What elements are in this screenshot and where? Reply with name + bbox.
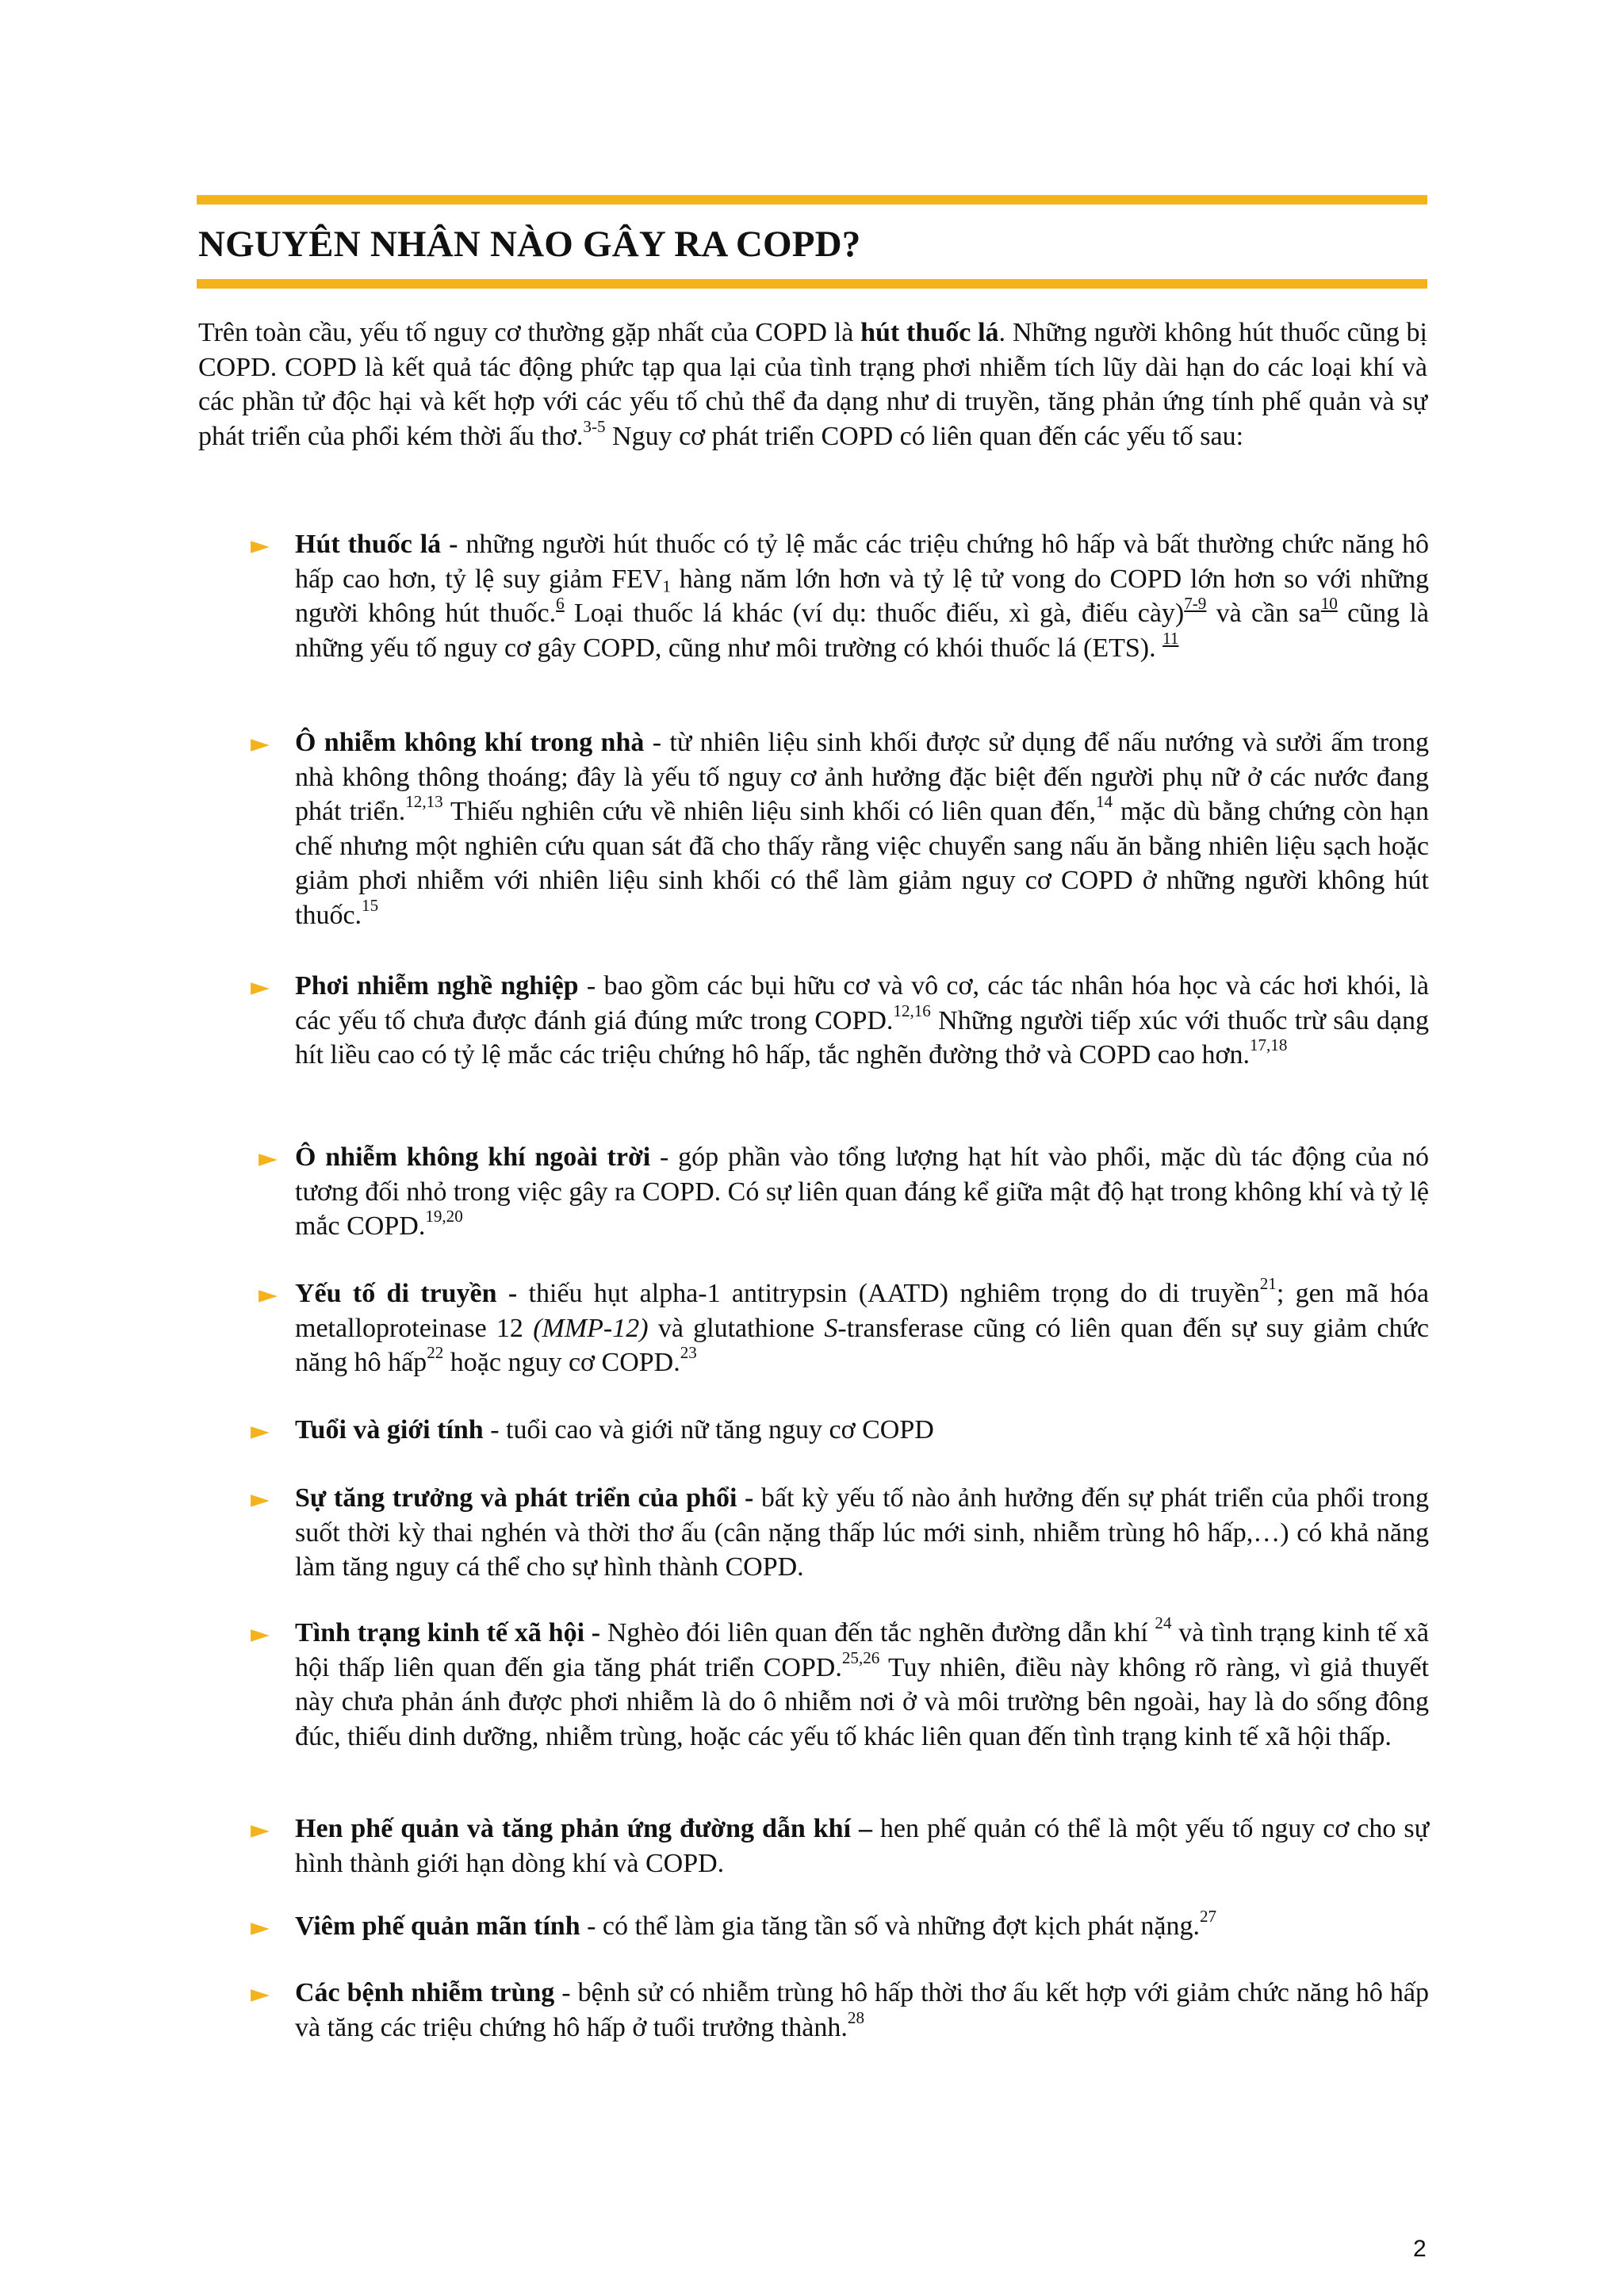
- citation: 22: [427, 1343, 444, 1363]
- risk-factor-item: [251, 969, 1429, 1073]
- risk-factor-desc: Nghèo đói liên quan đến tắc nghẽn đường dẫn khí: [600, 1618, 1155, 1647]
- risk-factor-title: Ô nhiễm không khí trong nhà: [295, 728, 645, 757]
- risk-factor-desc: thiếu hụt alpha-1 antitrypsin (AATD) nghiêm trọng do di truyền: [517, 1279, 1260, 1308]
- risk-factor-item: [251, 1481, 1429, 1585]
- risk-factor-desc: Loại thuốc lá khác (ví dụ: thuốc điếu, xì gà, điếu cày): [564, 599, 1185, 628]
- citation: 17,18: [1249, 1035, 1288, 1055]
- bullet-arrow-icon: ►: [251, 1980, 270, 2008]
- citation: 14: [1095, 792, 1113, 812]
- citation: 19,20: [425, 1207, 463, 1226]
- intro-text: Nguy cơ phát triển COPD có liên quan đến các yếu tố sau:: [605, 421, 1244, 451]
- risk-factor-desc: - từ nhiên liệu sinh khối được sử dụng để nấu nướng và sưởi ấm trong nhà không thông thoáng; đây là yếu tố nguy cơ ảnh hưởng đặc biệt đến người phụ nữ ở các nước đang phát triển.: [295, 728, 1429, 826]
- risk-factor-text: [295, 1812, 1429, 1881]
- risk-factor-text: [295, 1481, 1429, 1585]
- citation: 12,13: [405, 792, 443, 812]
- bullet-arrow-icon: ►: [251, 1816, 270, 1844]
- citation: 3-5: [583, 416, 606, 436]
- citation: 27: [1200, 1907, 1217, 1927]
- citation: 12,16: [893, 1001, 931, 1020]
- gene-name: (MMP-12): [533, 1313, 649, 1343]
- risk-factor-item: [251, 527, 1429, 665]
- risk-factor-desc: Thiếu nghiên cứu về nhiên liệu sinh khối có liên quan đến,: [442, 797, 1096, 826]
- bullet-arrow-icon: ►: [251, 1417, 270, 1445]
- risk-factor-item: [251, 1613, 1430, 1754]
- risk-factor-desc: Tuy nhiên, điều này không rõ ràng, vì giả thuyết này chưa phản ánh được phơi nhiễm là do ô nhiễm nơi ở và môi trường bên ngoài, hay là do sống đông đúc, thiếu dinh dưỡng, nhiễm trùng, hoặc các yếu tố khác liên quan đến tình trạng kinh tế xã hội thấp.: [295, 1652, 1430, 1751]
- citation: 21: [1259, 1274, 1277, 1294]
- subscript: 1: [662, 576, 671, 595]
- risk-factor-desc: Những người tiếp xúc với thuốc trừ sâu dạng hít liều cao có tỷ lệ mắc các triệu chứng hô hấp, tắc nghẽn đường thở và COPD cao hơn.: [295, 1005, 1429, 1070]
- bullet-arrow-icon: ►: [251, 1620, 270, 1648]
- risk-factor-desc: hen phế quản có thể là một yếu tố nguy cơ cho sự hình thành giới hạn dòng khí và COPD.: [295, 1814, 1430, 1878]
- bullet-arrow-icon: ►: [251, 1913, 270, 1942]
- risk-factor-title: Hen phế quản và tăng phản ứng đường dẫn khí –: [295, 1814, 872, 1843]
- intro-paragraph: [198, 316, 1427, 453]
- citation: 25,26: [841, 1647, 880, 1667]
- risk-factor-title: Hút thuốc lá -: [295, 530, 458, 559]
- risk-factor-text: [295, 969, 1429, 1073]
- risk-factor-item: [251, 1812, 1429, 1881]
- risk-factor-desc: - tuổi cao và giới nữ tăng nguy cơ COPD: [483, 1415, 934, 1445]
- risk-factor-text: [295, 1276, 1429, 1380]
- bullet-arrow-icon: ►: [259, 1280, 278, 1309]
- risk-factor-desc: - bao gồm các bụi hữu cơ và vô cơ, các tác nhân hóa học và các hơi khói, là các yếu tố chưa được đánh giá đúng mức trong COPD.: [295, 971, 1429, 1035]
- risk-factor-item: [251, 1909, 1429, 1944]
- intro-text: Trên toàn cầu, yếu tố nguy cơ thường gặp nhất của COPD là: [198, 318, 861, 347]
- risk-factor-text: [295, 527, 1429, 665]
- risk-factor-title: Ô nhiễm không khí ngoài trời: [295, 1142, 651, 1172]
- citation-link[interactable]: 6: [556, 594, 565, 614]
- risk-factor-desc: - bệnh sử có nhiễm trùng hô hấp thời thơ ấu kết hợp với giảm chức năng hô hấp và tăng các triệu chứng hô hấp ở tuổi trưởng thành.: [295, 1978, 1429, 2042]
- risk-factor-title: Phơi nhiễm nghề nghiệp: [295, 971, 579, 1001]
- bullet-arrow-icon: ►: [259, 1144, 278, 1173]
- risk-factor-desc: và tình trạng kinh tế xã hội thấp liên quan đến gia tăng phát triển COPD.: [295, 1618, 1429, 1682]
- page-title: NGUYÊN NHÂN NÀO GÂY RA COPD?: [198, 224, 861, 265]
- risk-factor-desc: những người hút thuốc có tỷ lệ mắc các triệu chứng hô hấp và bất thường chức năng hô hấp cao hơn, tỷ lệ suy giảm FEV: [295, 530, 1429, 594]
- risk-factor-desc: ; gen mã hóa metalloproteinase 12: [295, 1279, 1429, 1343]
- risk-factor-desc: - góp phần vào tổng lượng hạt hít vào phổi, mặc dù tác động của nó tương đối nhỏ trong việc gây ra COPD. Có sự liên quan đáng kể giữa mật độ hạt trong không khí và tỷ lệ mắc COPD.: [295, 1142, 1429, 1241]
- risk-factor-desc: hoặc nguy cơ COPD.: [443, 1348, 680, 1377]
- risk-factor-item: [259, 1276, 1429, 1380]
- bullet-arrow-icon: ►: [251, 729, 270, 758]
- risk-factor-text: [295, 1413, 1429, 1448]
- risk-factor-desc: -transferase cũng có liên quan đến sự suy giảm chức năng hô hấp: [295, 1313, 1430, 1377]
- header-top-rule: [197, 195, 1427, 205]
- citation-link[interactable]: 11: [1162, 628, 1179, 648]
- risk-factor-title: Viêm phế quản mãn tính: [295, 1911, 580, 1941]
- risk-factor-title: Tuổi và giới tính: [295, 1415, 484, 1445]
- citation: 23: [680, 1343, 697, 1363]
- intro-bold-term: hút thuốc lá: [860, 318, 999, 347]
- citation: 28: [847, 2007, 864, 2027]
- citation-link[interactable]: 7-9: [1184, 594, 1207, 614]
- intro-text: . Những người không hút thuốc cũng bị COPD. COPD là kết quả tác động phức tạp qua lại của tình trạng phơi nhiễm tích lũy dài hạn do các loại khí và các phần tử độc hại và kết hợp với các yếu tố chủ thể đa dạng như di truyền, tăng phản ứng tính phế quản và sự phát triển của phổi kém thời ấu thơ.: [198, 318, 1427, 451]
- risk-factor-desc: và glutathione: [648, 1313, 825, 1343]
- risk-factor-title: Các bệnh nhiễm trùng: [295, 1978, 555, 2007]
- risk-factor-desc: - có thể làm gia tăng tần số và những đợt kịch phát nặng.: [580, 1911, 1200, 1941]
- risk-factor-text: [295, 1140, 1429, 1244]
- risk-factor-item: [251, 1413, 1429, 1448]
- risk-factor-title: Tình trạng kinh tế xã hội -: [295, 1618, 601, 1647]
- bullet-arrow-icon: ►: [251, 531, 270, 560]
- risk-factor-desc: mặc dù bằng chứng còn hạn chế nhưng một nghiên cứu quan sát đã cho thấy rằng việc chuyển sang nấu ăn bằng nhiên liệu sạch hoặc giảm phơi nhiễm với nhiên liệu sinh khối có thể làm giảm nguy cơ COPD ở những người không hút thuốc.: [295, 797, 1429, 930]
- risk-factor-desc: cũng là những yếu tố nguy cơ gây COPD, cũng như môi trường có khói thuốc lá (ETS).: [295, 599, 1429, 663]
- header-bottom-rule: [197, 279, 1427, 289]
- risk-factor-text: [295, 1613, 1430, 1754]
- risk-factor-desc: bất kỳ yếu tố nào ảnh hưởng đến sự phát triển của phổi trong suốt thời kỳ thai nghén và thời thơ ấu (cân nặng thấp lúc mới sinh, nhiễm trùng hô hấp,…) có khả năng làm tăng nguy cá thể cho sự hình thành COPD.: [295, 1483, 1430, 1582]
- citation: 15: [362, 895, 379, 915]
- risk-factor-item: [259, 1140, 1429, 1244]
- risk-factor-desc: và cần sa: [1206, 599, 1321, 628]
- risk-factor-text: [295, 725, 1429, 932]
- risk-factor-text: [295, 1909, 1429, 1944]
- risk-factor-item: [251, 725, 1429, 932]
- risk-factor-item: [251, 1976, 1429, 2045]
- risk-factor-title: Sự tăng trưởng và phát triển của phổi -: [295, 1483, 754, 1513]
- citation-link[interactable]: 10: [1320, 594, 1338, 614]
- page-number: 2: [1413, 2236, 1427, 2262]
- risk-factor-desc: hàng năm lớn hơn và tỷ lệ tử vong do COPD lớn hơn so với những người không hút thuốc.: [295, 564, 1430, 628]
- risk-factor-title: Yếu tố di truyền -: [295, 1279, 518, 1308]
- bullet-arrow-icon: ►: [251, 1485, 270, 1513]
- risk-factor-text: [295, 1976, 1429, 2045]
- bullet-arrow-icon: ►: [251, 973, 270, 1001]
- gene-name: S: [824, 1313, 838, 1343]
- citation: 24: [1155, 1613, 1172, 1633]
